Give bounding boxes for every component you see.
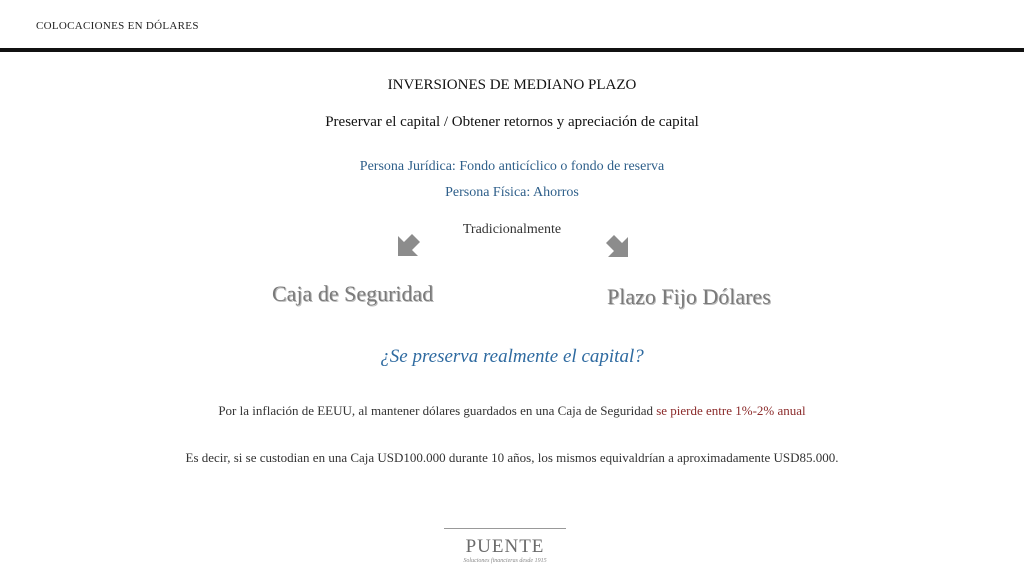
footer-tagline: Soluciones financieras desde 1915 bbox=[463, 558, 547, 564]
page-subtitle: Preservar el capital / Obtener retornos y apreciación de capital bbox=[325, 114, 699, 130]
paragraph-inflation bbox=[0, 403, 1024, 419]
persona-juridica-text: Persona Jurídica: Fondo anticíclico o fondo de reserva bbox=[359, 159, 665, 174]
option-caja-seguridad: Caja de Seguridad bbox=[272, 281, 434, 306]
header-divider bbox=[0, 48, 1024, 52]
section-label: COLOCACIONES EN DÓLARES bbox=[36, 20, 199, 32]
footer-divider bbox=[444, 528, 566, 529]
traditionally-label: Tradicionalmente bbox=[462, 222, 562, 237]
arrow-down-left-icon bbox=[394, 232, 422, 260]
persona-fisica-text: Persona Física: Ahorros bbox=[445, 185, 579, 200]
paragraph-inflation-highlight: se pierde entre 1%-2% anual bbox=[656, 403, 806, 418]
footer-logo: PUENTE bbox=[465, 536, 545, 557]
option-plazo-fijo: Plazo Fijo Dólares bbox=[607, 284, 771, 309]
question-heading: ¿Se preserva realmente el capital? bbox=[380, 346, 644, 367]
page-title: INVERSIONES DE MEDIANO PLAZO bbox=[387, 77, 637, 93]
paragraph-example: Es decir, si se custodian en una Caja USD100.000 durante 10 años, los mismos equivaldrían a aproximadamente USD85.000. bbox=[185, 450, 839, 465]
arrow-down-right-icon bbox=[604, 233, 632, 261]
paragraph-inflation-text: Por la inflación de EEUU, al mantener dólares guardados en una Caja de Seguridad bbox=[218, 403, 657, 418]
